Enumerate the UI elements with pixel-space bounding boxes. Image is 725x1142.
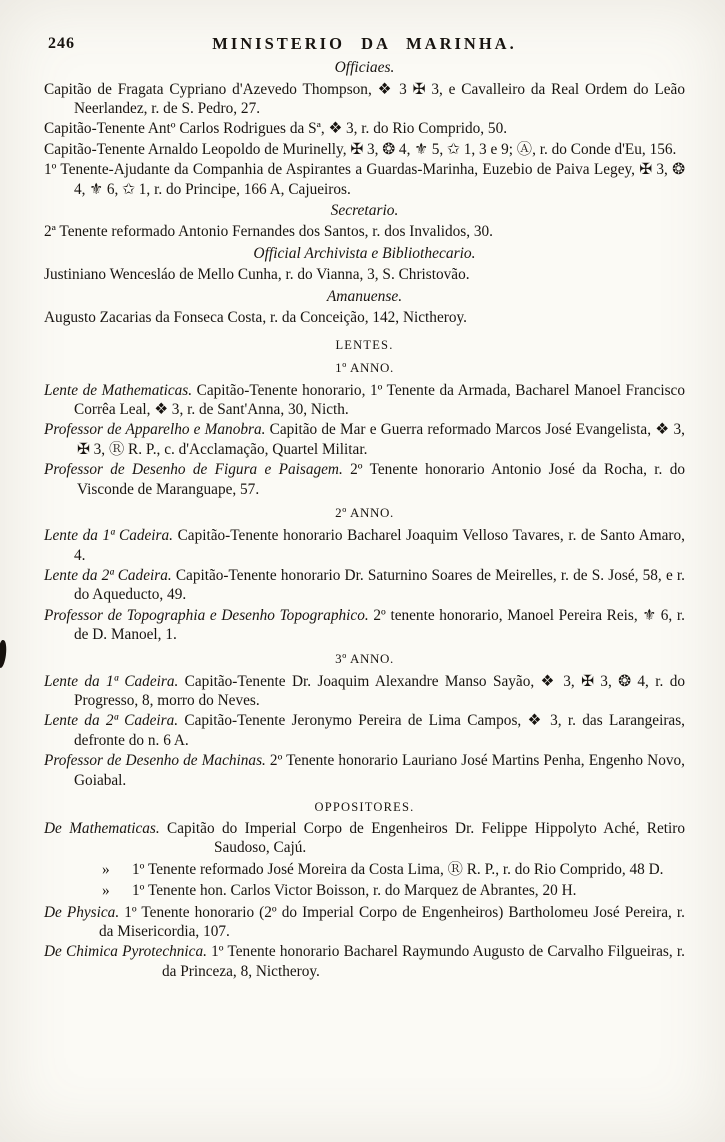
entry-paragraph	[44, 903, 685, 942]
entry-title: De Physica.	[44, 903, 120, 921]
entry-title: Lente da 2ª Cadeira.	[44, 566, 172, 584]
entry-paragraph	[44, 711, 685, 750]
entry-paragraph	[44, 265, 685, 284]
ditto-entry	[44, 881, 685, 900]
entry-title: Professor de Desenho de Figura e Paisagem.	[44, 461, 343, 479]
entry-title: Lente de Mathematicas.	[44, 381, 193, 399]
entry-text: Capitão-Tenente Antº Carlos Rodrigues da Sª, ❖ 3, r. do Rio Comprido, 50.	[44, 120, 508, 138]
entry-paragraph	[44, 942, 685, 981]
scan-artifact-smudge	[0, 640, 8, 669]
entry-title: De Mathematicas.	[44, 819, 160, 837]
page-header-title: MINISTERIO DA MARINHA.	[212, 34, 517, 53]
page-number: 246	[48, 35, 75, 52]
entry-paragraph	[44, 119, 685, 138]
ditto-mark: »	[102, 882, 110, 900]
entry-text: Capitão-Tenente Jeronymo Pereira de Lima Campos, ❖ 3, r. das Larangeiras, defronte do n. 6 A.	[74, 712, 686, 749]
entry-paragraph	[44, 381, 685, 420]
entry-text: Capitão-Tenente honorario Dr. Saturnino Soares de Meirelles, r. de S. José, 58, e r. do Aqueducto, 49.	[74, 566, 685, 604]
entry-paragraph	[44, 222, 685, 241]
entry-paragraph	[44, 672, 685, 711]
entry-title: Lente da 1ª Cadeira.	[44, 527, 173, 545]
entry-text: 1º Tenente honorario Bacharel Raymundo Augusto de Carvalho Filgueiras, r. da Princeza, 8, Nictheroy.	[162, 943, 685, 980]
entry-paragraph	[44, 308, 685, 327]
entry-paragraph	[44, 460, 685, 499]
entry-paragraph	[44, 819, 685, 858]
entry-text: Capitão-Tenente Dr. Joaquim Alexandre Manso Sayão, ❖ 3, ✠ 3, ❂ 4, r. do Progresso, 8, morro do Neves.	[74, 672, 685, 709]
section-heading: Officiaes.	[334, 59, 395, 76]
entry-text: Augusto Zacarias da Fonseca Costa, r. da Conceição, 142, Nictheroy.	[44, 309, 467, 327]
entry-paragraph	[44, 751, 685, 790]
entry-title: Professor de Desenho de Machinas.	[44, 752, 266, 770]
entry-paragraph	[44, 606, 685, 645]
entry-title: Lente da 1ª Cadeira.	[44, 672, 179, 690]
entry-paragraph	[44, 80, 685, 119]
entry-text: Justiniano Wencesláo de Mello Cunha, r. do Vianna, 3, S. Christovão.	[44, 266, 470, 284]
entry-text: Capitão-Tenente honorario Bacharel Joaquim Velloso Tavares, r. de Santo Amaro, 4.	[74, 527, 685, 564]
entry-text: 2º tenente honorario, Manoel Pereira Reis, ⚜ 6, r. de D. Manoel, 1.	[74, 606, 685, 644]
entry-text: Capitão de Fragata Cypriano d'Azevedo Thompson, ❖ 3 ✠ 3, e Cavalleiro da Real Ordem do Leão Neerlandez, r. de S. Pedro, 27.	[44, 80, 685, 117]
entry-text: Capitão-Tenente honorario, 1º Tenente da Armada, Bacharel Manoel Francisco Corrêa Leal, ❖ 3, r. de Sant'Anna, 30, Nicth.	[74, 381, 685, 419]
ditto-entry	[44, 860, 685, 879]
section-heading: 1º ANNO.	[335, 359, 394, 375]
entry-title: Lente da 2ª Cadeira.	[44, 712, 179, 730]
entry-text: 1º Tenente hon. Carlos Victor Boisson, r. do Marquez de Abrantes, 20 H.	[132, 882, 577, 900]
page-body	[44, 58, 685, 981]
section-heading: Amanuense.	[326, 287, 403, 305]
entry-text: 1º Tenente-Ajudante da Companhia de Aspirantes a Guardas-Marinha, Euzebio de Paiva Legey, ✠ 3, ❂ 4, ⚜ 6, ✩ 1, r. do Principe, 166 A, Cajueiros.	[44, 161, 685, 198]
section-heading: 2º ANNO.	[335, 505, 394, 521]
entry-paragraph	[44, 566, 685, 605]
entry-title: De Chimica Pyrotechnica.	[44, 943, 207, 961]
entry-text: 2º Tenente honorario Lauriano José Martins Penha, Engenho Novo, Goiabal.	[74, 752, 685, 789]
section-heading: OPPOSITORES.	[314, 799, 415, 814]
section-heading: LENTES.	[335, 337, 394, 352]
section-heading: 3º ANNO.	[335, 650, 394, 666]
section-heading: Official Archivista e Bibliothecario.	[253, 244, 476, 262]
section-heading: Secretario.	[330, 201, 399, 219]
entry-text: Capitão do Imperial Corpo de Engenheiros Dr. Felippe Hippolyto Aché, Retiro Saudoso, Cajú.	[159, 819, 685, 857]
entry-title: Professor de Apparelho e Manobra.	[44, 421, 266, 439]
entry-paragraph	[132, 881, 685, 900]
entry-text: 2ª Tenente reformado Antonio Fernandes dos Santos, r. dos Invalidos, 30.	[44, 223, 493, 241]
entry-text: 2º Tenente honorario Antonio José da Rocha, r. do Visconde de Maranguape, 57.	[77, 461, 685, 498]
entry-paragraph	[44, 420, 685, 459]
entry-paragraph	[44, 160, 685, 199]
entry-text: Capitão de Mar e Guerra reformado Marcos José Evangelista, ❖ 3, ✠ 3, Ⓡ R. P., c. d'Acclamação, Quartel Militar.	[77, 421, 685, 458]
entry-paragraph	[132, 860, 685, 879]
entry-title: Professor de Topographia e Desenho Topographico.	[44, 606, 369, 624]
ditto-mark: »	[102, 860, 110, 878]
entry-text: 1º Tenente reformado José Moreira da Costa Lima, Ⓡ R. P., r. do Rio Comprido, 48 D.	[132, 860, 664, 878]
entry-paragraph	[44, 526, 685, 565]
entry-paragraph	[44, 140, 685, 159]
entry-text: Capitão-Tenente Arnaldo Leopoldo de Murinelly, ✠ 3, ❂ 4, ⚜ 5, ✩ 1, 3 e 9; Ⓐ, r. do Conde d'Eu, 156.	[44, 140, 677, 158]
page-header	[44, 34, 685, 54]
entry-text: 1º Tenente honorario (2º do Imperial Corpo de Engenheiros) Bartholomeu José Pereira, r. da Misericordia, 107.	[99, 903, 685, 940]
